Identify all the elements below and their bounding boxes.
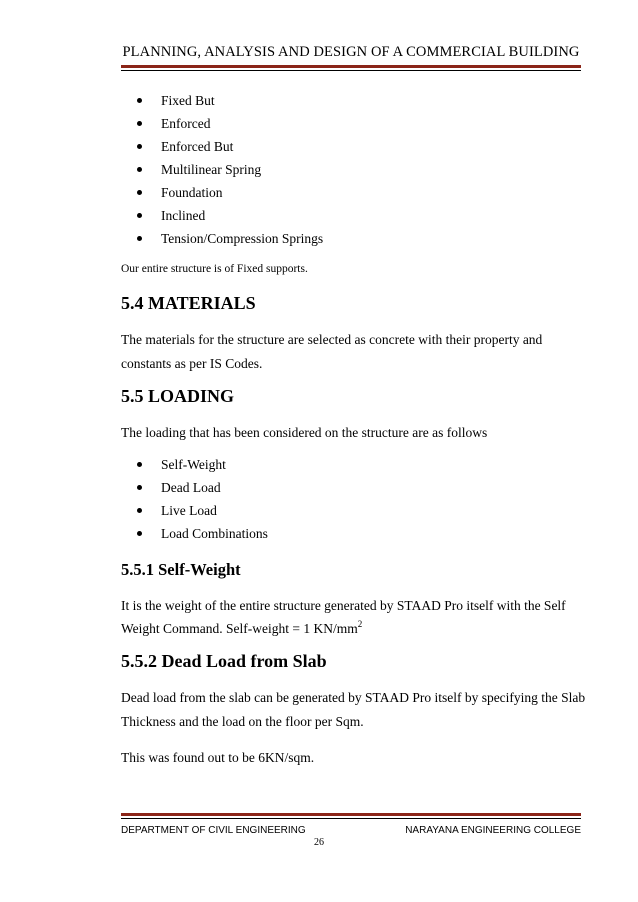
footer-rule-thick	[121, 813, 581, 816]
section-heading-materials: 5.4 MATERIALS	[121, 293, 256, 313]
support-types-list	[137, 89, 323, 250]
footer-college: NARAYANA ENGINEERING COLLEGE	[405, 825, 581, 836]
list-item: Inclined	[137, 204, 323, 227]
supports-note: Our entire structure is of Fixed supports.	[121, 263, 308, 275]
list-item: Multilinear Spring	[137, 158, 323, 181]
list-item: Dead Load	[137, 476, 268, 499]
loading-intro: The loading that has been considered on the structure are as follows	[121, 425, 488, 440]
list-item: Tension/Compression Springs	[137, 227, 323, 250]
list-item: Enforced But	[137, 135, 323, 158]
footer-department: DEPARTMENT OF CIVIL ENGINEERING	[121, 825, 306, 836]
section-heading-loading: 5.5 LOADING	[121, 386, 235, 406]
dead-load-paragraph-line: Dead load from the slab can be generated by STAAD Pro itself by specifying the Slab	[121, 690, 586, 705]
self-weight-paragraph-line: It is the weight of the entire structure generated by STAAD Pro itself with the Self	[121, 598, 566, 613]
list-item: Live Load	[137, 499, 268, 522]
unit-superscript: 2	[357, 619, 363, 629]
materials-paragraph-line: constants as per IS Codes.	[121, 356, 263, 371]
list-item: Foundation	[137, 181, 323, 204]
header-rule-thick	[121, 65, 581, 68]
page-number: 26	[314, 837, 324, 848]
dead-load-result: This was found out to be 6KN/sqm.	[121, 750, 315, 765]
list-item: Self-Weight	[137, 453, 268, 476]
self-weight-paragraph-line	[121, 617, 362, 640]
footer-rule-thin	[121, 818, 581, 819]
dead-load-paragraph-line: Thickness and the load on the floor per Sqm.	[121, 714, 364, 729]
page-header-title: PLANNING, ANALYSIS AND DESIGN OF A COMMERCIAL BUILDING	[122, 44, 580, 60]
subsection-heading-dead-load: 5.5.2 Dead Load from Slab	[121, 651, 327, 671]
subsection-heading-self-weight: 5.5.1 Self-Weight	[121, 560, 241, 579]
load-types-list	[137, 453, 268, 545]
header-rule-thin	[121, 70, 581, 71]
materials-paragraph-line: The materials for the structure are selected as concrete with their property and	[121, 332, 543, 347]
list-item: Fixed But	[137, 89, 323, 112]
self-weight-text: Weight Command. Self-weight = 1 KN/mm	[121, 621, 358, 636]
list-item: Load Combinations	[137, 522, 268, 545]
list-item: Enforced	[137, 112, 323, 135]
